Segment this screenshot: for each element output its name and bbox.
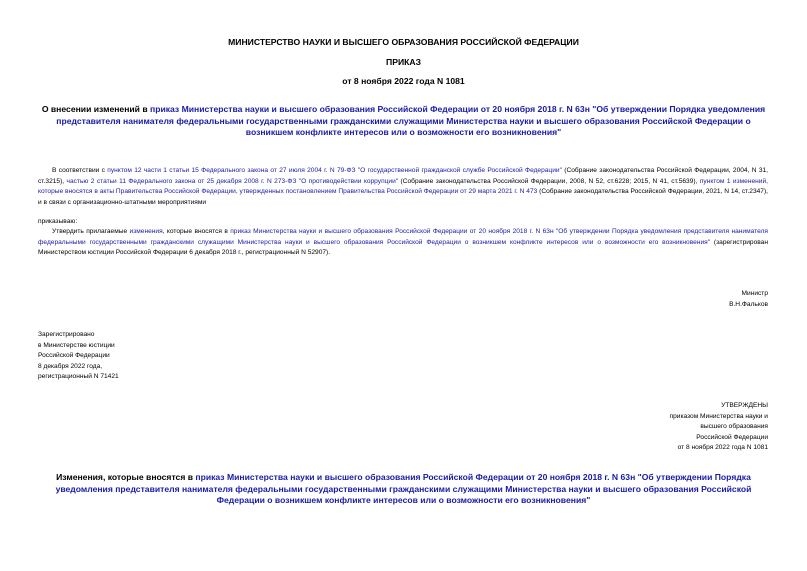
basis-link-273fz[interactable]: частью 2 статьи 11 Федерального закона от 25 декабря 2008 г. N 273-ФЗ "О противодействии коррупции" xyxy=(66,177,399,185)
registration-line: регистрационный N 71421 xyxy=(38,373,119,381)
changes-title-link[interactable]: приказ Министерства науки и высшего образования Российской Федерации от 20 ноября 2018 г. N 63н "Об утверждении Порядка уведомления представителя нанимателя федеральными государственными гражданскими служащими Министерства науки и высшего образования Российской Федерации о возникшем конфликте интересов или о возможности его возникновения" xyxy=(55,472,752,505)
approved-block xyxy=(568,401,768,454)
doc-date-heading: от 8 ноября 2022 года N 1081 xyxy=(342,76,465,86)
basis-link-79fz[interactable]: пунктом 12 части 1 статьи 15 Федерального закона от 27 июля 2004 г. N 79-ФЗ "О государственной гражданской службе Российской Федерации" xyxy=(107,167,562,174)
registration-line: 8 декабря 2022 года, xyxy=(38,362,103,370)
registration-block xyxy=(38,330,238,383)
doc-type-heading: ПРИКАЗ xyxy=(386,57,421,67)
approved-line: высшего образования xyxy=(700,423,768,431)
approved-line: от 8 ноября 2022 года N 1081 xyxy=(677,444,768,452)
approve-paragraph xyxy=(38,227,768,259)
document-title xyxy=(36,104,771,139)
approved-line: приказом Министерства науки и xyxy=(669,412,768,420)
basis-text-2: (Собрание законодательства Российской Федерации, 2004, N 31, ст.3215), xyxy=(38,167,768,185)
approved-line: УТВЕРЖДЕНЫ xyxy=(721,402,768,409)
basis-paragraph xyxy=(38,166,768,208)
signature-name: В.Н.Фальков xyxy=(729,300,768,308)
signature-position: Министр xyxy=(741,290,768,297)
basis-text-3: (Собрание законодательства Российской Федерации, 2008, N 52, ст.6228; 2015, N 41, ст.5639), xyxy=(398,177,700,185)
order-word: приказываю: xyxy=(38,218,78,225)
registration-line: Зарегистрировано xyxy=(38,331,95,338)
approved-line: Российской Федерации xyxy=(696,433,768,441)
registration-line: в Министерстве юстиции xyxy=(38,341,115,349)
approve-link-changes[interactable]: изменения xyxy=(129,228,163,235)
ministry-heading: МИНИСТЕРСТВО НАУКИ И ВЫСШЕГО ОБРАЗОВАНИЯ РОССИЙСКОЙ ФЕДЕРАЦИИ xyxy=(228,37,579,47)
basis-text-4: (Собрание законодательства Российской Федерации, 2021, N 14, ст.2347), и в связи с организационно-штатными мероприятиями xyxy=(38,188,768,206)
approve-link-order-63n[interactable]: приказ Министерства науки и высшего образования Российской Федерации от 20 ноября 2018 г. N 63н "Об утверждении Порядка уведомления представителя нанимателя федеральными государственными гражданскими служащими Министерства науки и высшего образования Российской Федерации о возникшем конфликте интересов или о возможности его возникновения" xyxy=(38,228,768,246)
approve-text-2: , которые вносятся в xyxy=(162,228,231,235)
registration-line: Российской Федерации xyxy=(38,352,110,360)
approve-text-1: Утвердить прилагаемые xyxy=(52,228,130,235)
changes-title xyxy=(36,472,771,507)
basis-link-473[interactable]: пунктом 1 изменений, которые вносятся в акты Правительства Российской Федерации, утвержденных постановлением Правительства Российской Федерации от 29 марта 2021 г. N 473 xyxy=(38,177,768,195)
document-title-link[interactable]: приказ Министерства науки и высшего образования Российской Федерации от 20 ноября 2018 г. N 63н "Об утверждении Порядка уведомления представителя нанимателя федеральными государственными гражданскими служащими Министерства науки и высшего образования Российской Федерации о возникшем конфликте интересов или о возможности его возникновения" xyxy=(56,104,766,137)
signature-block xyxy=(600,289,768,310)
basis-text-1: В соответствии с xyxy=(52,167,108,174)
document-title-prefix: О внесении изменений в xyxy=(41,104,151,114)
approve-text-3: (зарегистрирован Министерством юстиции Российской Федерации 6 декабря 2018 г., регистрационный N 52907). xyxy=(38,238,768,256)
changes-title-prefix: Изменения, которые вносятся в xyxy=(56,472,196,482)
